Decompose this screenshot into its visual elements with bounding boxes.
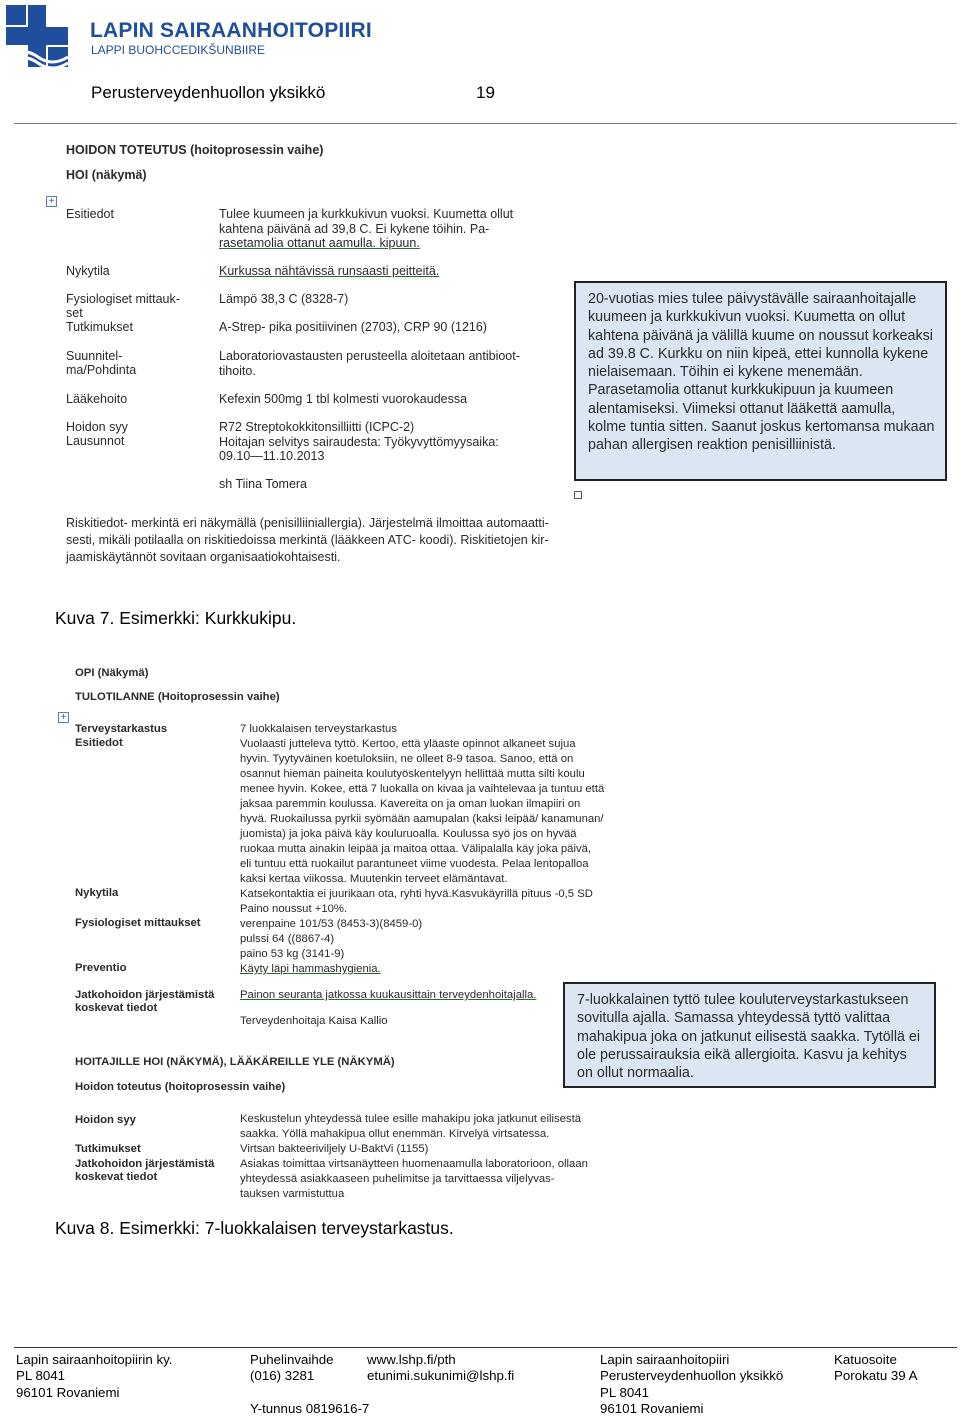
fig8-heading-1: OPI (Näkymä) xyxy=(75,667,149,679)
fig7-value-suunnitelma: Laboratoriovastausten perusteella aloitetaan antibioot- tihoito. xyxy=(219,349,520,378)
fig7-signature: sh Tiina Tomera xyxy=(219,477,308,491)
fig8-label-esitiedot: Esitiedot xyxy=(75,737,123,749)
fig7-value-fysiologiset: Lämpö 38,3 C (8328-7) xyxy=(219,292,349,306)
fig7-label-laakehoito: Lääkehoito xyxy=(66,392,128,406)
fig7-value-hoidon-syy: R72 Streptokokkitonsilliitti (ICPC-2) Hoitajan selvitys sairaudesta: Työkyvyttömyysaika: 09.10—11.10.2013 xyxy=(219,420,499,463)
fig8-label-jatkohoito: Jatkohoidon järjestämistä xyxy=(75,989,215,1001)
fig8-heading-2: TULOTILANNE (Hoitoprosessin vaihe) xyxy=(75,691,280,703)
fig8-value-block-2: Keskustelun yhteydessä tulee esille mahakipu joka jatkunut eilisestä saakka. Yöllä mahakipua ollut enemmän. Kirvelyä virtsatessa. Virtsan bakteeriviljely U-BaktVi (1155) Asiakas toimittaa virtsanäytteen huomenaamulla laboratorioon, ollaan yhteydessä asiakkaaseen puhelimitse ja tarvittaessa viljelyvas- tauksen varmistuttua xyxy=(240,1113,588,1200)
footer-divider xyxy=(14,1347,957,1348)
footer-col-4: Lapin sairaanhoitopiiri Perusterveydenhuollon yksikkö PL 8041 96101 Rovaniemi xyxy=(600,1352,784,1416)
fig8-value-block-1: 7 luokkalaisen terveystarkastus Vuolaasti juttelevа tyttö. Kertoo, että yläaste opinnot alkaneet sujua hyvin. Tyytyväinen koetuloksiin, ne olleet 8-9 tasoa. Sanoo, että on osannut hieman paineita koulutyöskentelyyn hellittää mutta silti koulu menee hyvin. Kokee, että 7 luokalla on kivaa ja vaihtelevaa ja tuntuu että jaksaa paremmin koulussa. Kavereita on ja oman luokan ilmapiiri on hyvä. Ruokailussa pyrkii syömään aamupalan (kaksi leipää/ kanamunan/ juomista) ja joka päivä käy kouluruoalla. Koulussa syö jos on hyvää ruokaa mutta ainakin leipää ja maitoa ottaa. Välipalalla käy joka päivä, eli tuntuu että ruokailut parantuneet viime vuodesta. Pelaa lentopalloa kaksi kertaa viikossa. Muutenkin terveet elämäntavat. Katsekontaktia ei juurikaan ota, ryhti hyvä.Kasvukäyrillä pituus -0,5 SD Paino noussut +10%. verenpaine 101/53 (8453-3)(8459-0) pulssi 64 ((8867-4) paino 53 kg (3141-9) Käyty läpi hammashygienia. xyxy=(240,723,605,975)
footer-col-1: Lapin sairaanhoitopiirin ky. PL 8041 96101 Rovaniemi xyxy=(16,1352,173,1400)
fig7-label-nykytila: Nykytila xyxy=(66,264,110,278)
footer-col-2: Puhelinvaihde (016) 3281 Y-tunnus 0819616-7 xyxy=(250,1352,370,1416)
fig8-expand-icon[interactable]: + xyxy=(58,712,69,723)
logo xyxy=(4,3,372,69)
fig8-callout: 7-luokkalainen tyttö tulee kouluterveystarkastukseen sovitulla ajalla. Samassa yhteydessä tyttö valittaa mahakipua joka on jatkunut eilisestä saakka. Tytöllä ei ole perussairauksia eikä allergioita. Kasvu ja kehitys on ollut normaalia. xyxy=(563,982,936,1088)
fig7-label-fysiologiset: Fysiologiset mittauk- set xyxy=(66,292,180,320)
fig8-label-jatkohoito-b2: koskevat tiedot xyxy=(75,1171,158,1183)
fig7-value-esitiedot: Tulee kuumeen ja kurkkukivun vuoksi. Kuumetta ollut kahtena päivänä ad 39,8 C. Ei kykene töihin. Pa- rasetamolia ottanut aamulla. kipuun. xyxy=(219,207,514,250)
fig8-label-jatkohoito-b: Jatkohoidon järjestämistä xyxy=(75,1158,215,1170)
fig8-label-terveystarkastus: Terveystarkastus xyxy=(75,723,168,735)
fig8-label-hoidon-syy: Hoidon syy xyxy=(75,1114,136,1126)
fig8-value-jatkohoito: Painon seuranta jatkossa kuukausittain terveydenhoitajalla. xyxy=(240,989,537,1001)
fig7-heading-2: HOI (näkymä) xyxy=(66,168,147,182)
fig7-value-tutkimukset: A-Strep- pika positiivinen (2703), CRP 90 (1216) xyxy=(219,320,487,334)
fig7-heading-1: HOIDON TOTEUTUS (hoitoprosessin vaihe) xyxy=(66,143,324,157)
website-link[interactable]: www.lshp.fi/pth xyxy=(367,1352,456,1367)
figure-8-caption: Kuva 8. Esimerkki: 7-luokkalaisen terveystarkastus. xyxy=(55,1218,454,1238)
fig8-label-preventio: Preventio xyxy=(75,962,127,974)
logo-subname: LAPPI BUOHCCEDIKŠUNBIIRE xyxy=(91,43,266,57)
fig7-risk-text: Riskitiedot- merkintä eri näkymällä (penisilliiniallergia). Järjestelmä ilmoittaa automaatti- sesti, mikäli potilaalla on riskitiedoissa merkintä (lääkkeen ATC- koodi). Riskitietojen kir- jaamiskäytännöt sovitaan organisaatiokohtaisesti. xyxy=(66,516,549,564)
fig8-phase-heading: Hoidon toteutus (hoitoprosessin vaihe) xyxy=(75,1081,286,1093)
fig7-label-tutkimukset: Tutkimukset xyxy=(66,320,133,334)
figure-7 xyxy=(0,130,960,580)
logo-name: LAPIN SAIRAANHOITOPIIRI xyxy=(90,19,372,42)
fig8-view-heading: HOITAJILLE HOI (NÄKYMÄ), LÄÄKÄREILLE YLE (NÄKYMÄ) xyxy=(75,1056,395,1068)
cross-logo-icon xyxy=(4,3,70,69)
fig7-label-esitiedot: Esitiedot xyxy=(66,207,114,221)
figure-8 xyxy=(0,660,960,1200)
header-unit: Perusterveydenhuollon yksikkö xyxy=(91,83,326,102)
expand-icon[interactable]: + xyxy=(46,196,57,207)
fig8-label-nykytila: Nykytila xyxy=(75,887,119,899)
header-divider xyxy=(14,123,957,124)
footer-col-3 xyxy=(367,1352,514,1385)
fig8-value-signature: Terveydenhoitaja Kaisa Kallio xyxy=(240,1015,388,1027)
email-link[interactable]: etunimi.sukunimi@lshp.fi xyxy=(367,1368,515,1384)
fig8-label-jatkohoito-2: koskevat tiedot xyxy=(75,1002,158,1014)
small-square-icon xyxy=(574,491,582,499)
fig8-label-fysiologiset: Fysiologiset mittaukset xyxy=(75,917,201,929)
fig7-label-suunnitelma: Suunnitel- ma/Pohdinta xyxy=(66,349,137,377)
fig7-label-hoidon-syy: Hoidon syy Lausunnot xyxy=(66,420,128,448)
fig7-value-laakehoito: Kefexin 500mg 1 tbl kolmesti vuorokaudessa xyxy=(219,392,468,406)
fig7-callout: 20-vuotias mies tulee päivystävälle sairaanhoitajalle kuumeen ja kurkkukivun vuoksi. Kuumetta on ollut kahtena päivänä ja välillä kuume on noussut korkeaksi ad 39.8 C. Kurkku on niin kipeä, ettei kunnolla kykene nielaisemaan. Töihin ei kykene menemään. Parasetamolia ottanut kurkkukipuun ja kuumeen alentamiseksi. Viimeksi ottanut lääkettä aamulla, kolme tuntia sitten. Saanut joskus kertomansa mukaan pahan allergisen reaktion penisilliinistä. xyxy=(574,281,947,481)
page-number: 19 xyxy=(476,83,495,102)
fig7-value-nykytila: Kurkussa nähtävissä runsaasti peitteitä. xyxy=(219,264,440,278)
figure-7-caption: Kuva 7. Esimerkki: Kurkkukipu. xyxy=(55,608,297,628)
fig8-label-tutkimukset: Tutkimukset xyxy=(75,1143,141,1155)
footer-col-5: Katuosoite Porokatu 39 A xyxy=(834,1352,918,1384)
